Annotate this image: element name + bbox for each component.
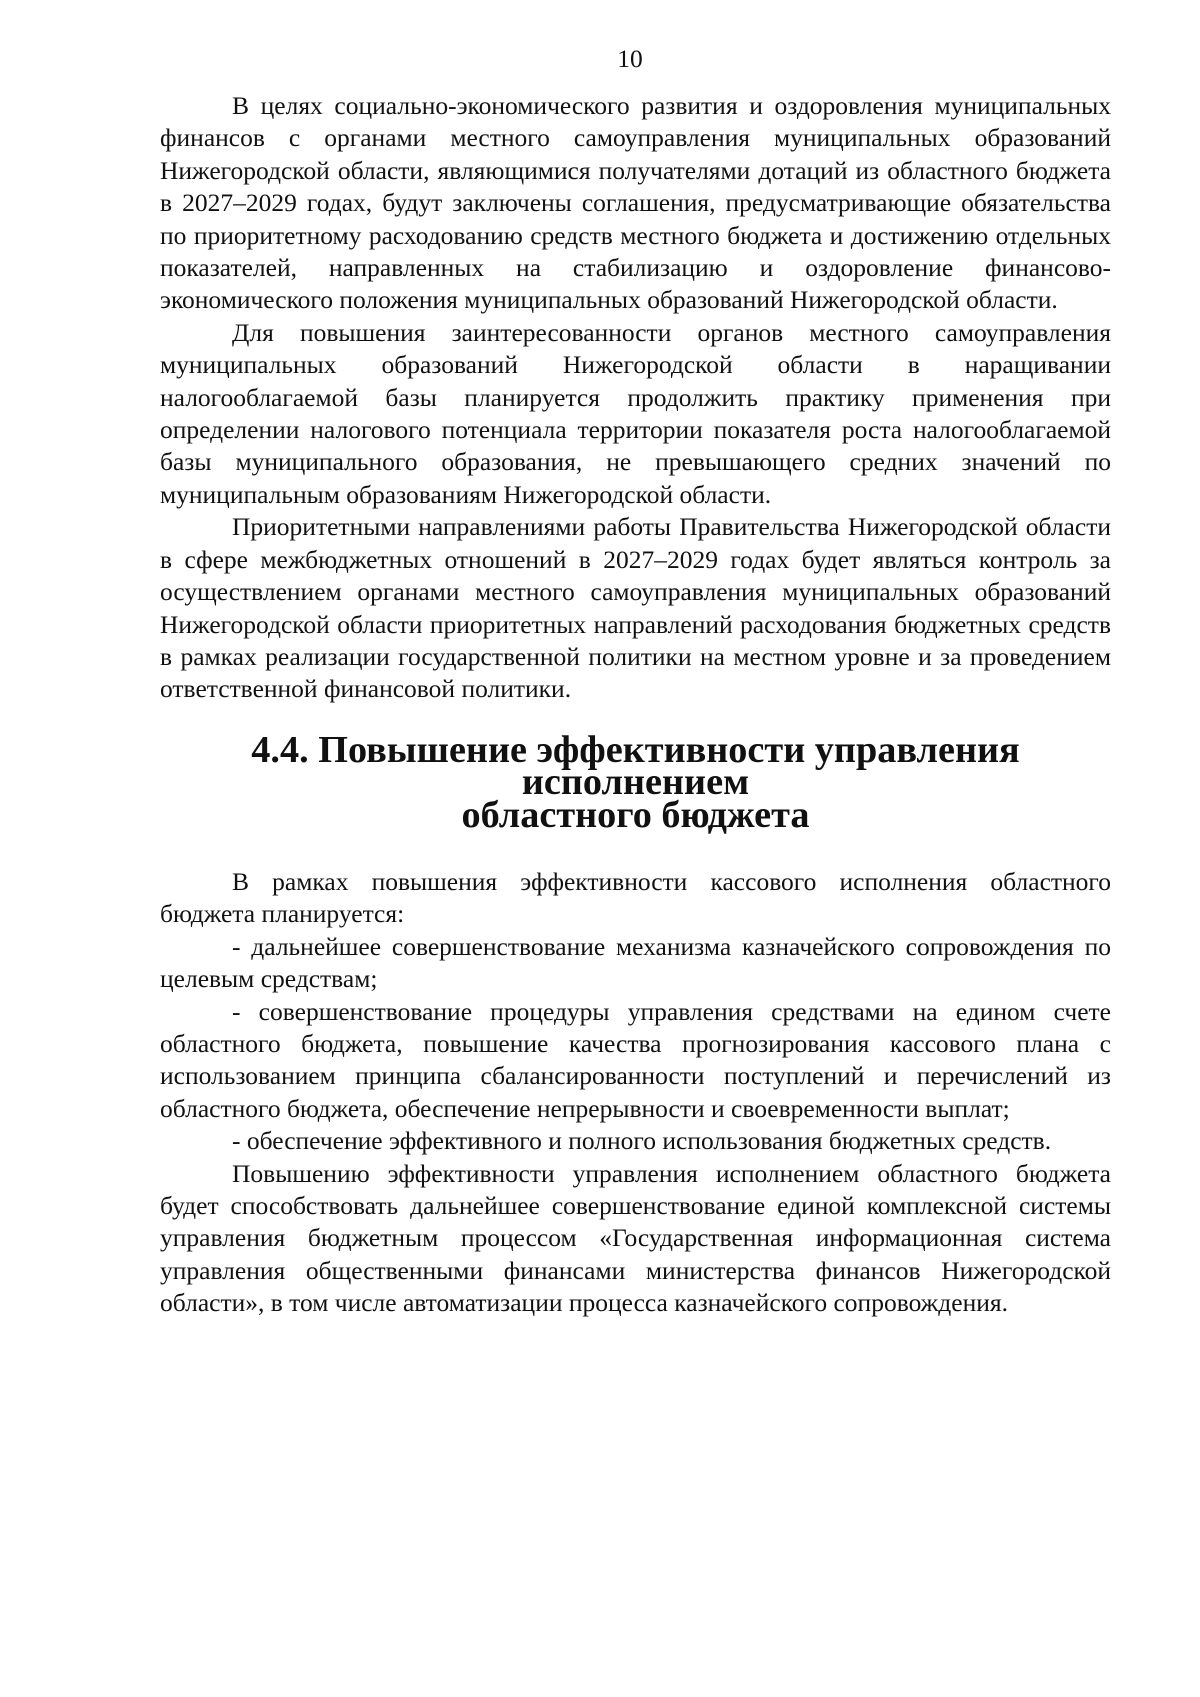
section-heading-line-2: областного бюджета: [461, 793, 810, 836]
paragraph-tax-base-incentive: Для повышения заинтересованности органов местного самоуправления муниципальных образований Нижегородской области в наращивании налогооблагаемой базы планируется продолжить практику применения при определении налогового потенциала территории показателя роста налогооблагаемой базы муниципального образования, не превышающего средних значений по муниципальным образованиям Нижегородской области.: [160, 317, 1111, 509]
section-heading-line-1: 4.4. Повышение эффективности управления исполнением: [251, 728, 1020, 804]
section-heading: [160, 728, 1111, 836]
list-item-single-account: - совершенствование процедуры управления средствами на едином счете областного бюджета, повышение качества прогнозирования кассового плана с использованием принципа сбалансированности поступлений и перечислений из областного бюджета, обеспечение непрерывности и своевременности выплат;: [160, 996, 1111, 1123]
page-number: 10: [617, 44, 643, 73]
document-body: [160, 90, 1111, 1320]
paragraph-subsidy-agreements: В целях социально-экономического развития и оздоровления муниципальных финансов с органами местного самоуправления муниципальных образований Нижегородской области, являющимися получателями дотаций из областного бюджета в 2027–2029 годах, будут заключены соглашения, предусматривающие обязательства по приоритетному расходованию средств местного бюджета и достижению отдельных показателей, направленных на стабилизацию и оздоровление финансово-экономического положения муниципальных образований Нижегородской области.: [160, 91, 1111, 315]
list-item-effective-use: - обеспечение эффективного и полного использования бюджетных средств.: [232, 1126, 1052, 1156]
paragraph-interbudget-priorities: Приоритетными направлениями работы Правительства Нижегородской области в сфере межбюджетных отношений в 2027–2029 годах будет являться контроль за осуществлением органами местного самоуправления муниципальных образований Нижегородской области приоритетных направлений расходования бюджетных средств в рамках реализации государственной политики на местном уровне и за проведением ответственной финансовой политики.: [160, 512, 1111, 704]
paragraph-cash-execution-intro: В рамках повышения эффективности кассового исполнения областного бюджета планируется:: [160, 866, 1111, 929]
list-item-treasury-support: - дальнейшее совершенствование механизма казначейского сопровождения по целевым средствам;: [160, 931, 1111, 994]
paragraph-information-system: Повышению эффективности управления исполнением областного бюджета будет способствовать дальнейшее совершенствование единой комплексной системы управления бюджетным процессом «Государственная информационная система управления общественными финансами министерства финансов Нижегородской области», в том числе автоматизации процесса казначейского сопровождения.: [160, 1158, 1111, 1318]
